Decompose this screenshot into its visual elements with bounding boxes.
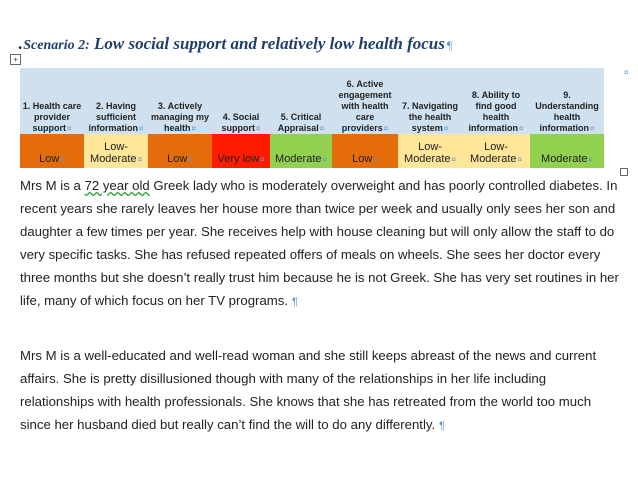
- cell-marker-icon: ¤: [590, 124, 595, 133]
- header-cell: [530, 68, 604, 134]
- rating-value: Low: [39, 153, 60, 165]
- paragraph-text: Mrs M is a: [20, 178, 85, 193]
- cell-marker-icon: ¤: [519, 124, 524, 133]
- cell-marker-icon: ¤: [260, 155, 265, 164]
- cell-marker-icon: ¤: [443, 124, 449, 133]
- title-bullet: .: [18, 34, 23, 53]
- cell-marker-icon: ¤: [322, 155, 327, 164]
- cell-marker-icon: ¤: [383, 124, 389, 133]
- cell-marker-icon: ¤: [191, 124, 196, 133]
- header-label: 6. Active engagement with health care providers: [338, 79, 392, 133]
- scenario-paragraph-1: [20, 174, 620, 314]
- cell-marker-icon: ¤: [373, 155, 378, 164]
- table-resize-handle-icon[interactable]: [620, 168, 628, 176]
- scenario-title: [18, 34, 452, 54]
- header-cell: [462, 68, 530, 134]
- rating-cell: [20, 134, 84, 168]
- rating-cell: [148, 134, 212, 168]
- header-label: 7. Navigating the health system: [401, 101, 458, 133]
- header-cell: [20, 68, 84, 134]
- scenario-paragraph-2: [20, 344, 620, 438]
- rating-cell: [462, 134, 530, 168]
- rating-cell: [398, 134, 462, 168]
- row-end-marker-icon: ¤: [624, 68, 629, 77]
- header-label: 1. Health care provider support: [22, 101, 82, 133]
- rating-cell: [332, 134, 398, 168]
- header-label: 4. Social support: [221, 112, 260, 133]
- pilcrow-icon: ¶: [439, 420, 446, 432]
- rating-value: Very low: [217, 153, 260, 165]
- header-cell: [212, 68, 270, 134]
- header-label: 8. Ability to find good health information: [468, 90, 521, 133]
- table-move-handle-icon[interactable]: +: [10, 54, 21, 65]
- cell-marker-icon: ¤: [188, 155, 193, 164]
- rating-cell: [270, 134, 332, 168]
- rating-cell: [212, 134, 270, 168]
- header-cell: [398, 68, 462, 134]
- paragraph-text: Mrs M is a well-educated and well-read woman and she still keeps abreast of the news and current affairs. She is pretty disillusioned though with many of the relationships in her life including relationships with health professionals. She knows that she has retreated from the world too much since her husband died but really can’t find the will to do any differently.: [20, 348, 597, 432]
- rating-value: Low-Moderate: [404, 141, 451, 165]
- cell-marker-icon: ¤: [588, 155, 593, 164]
- rating-row: [20, 134, 604, 168]
- rating-cell: [530, 134, 604, 168]
- paragraph-text: Greek lady who is moderately overweight and has poorly controlled diabetes. In recent years she rarely leaves her house more than twice per week and usually only sees her son and daughter a few times per year. She receives help with house cleaning but will only allow the staff to do very specific tasks. She has refused repeated offers of meals on wheels. She sees her doctor every three months but she doesn’t really trust him because he is not Greek. She has very set routines in her life, many of which focus on her TV programs.: [20, 178, 619, 308]
- health-literacy-table: [20, 68, 604, 168]
- table-header-row: [20, 68, 604, 134]
- cell-marker-icon: ¤: [139, 124, 144, 133]
- rating-value: Moderate: [541, 153, 588, 165]
- header-label: 3. Actively managing my health: [150, 101, 209, 133]
- cell-marker-icon: ¤: [67, 124, 72, 133]
- header-cell: [84, 68, 148, 134]
- rating-value: Low: [167, 153, 188, 165]
- header-label: 5. Critical Appraisal: [277, 112, 322, 133]
- rating-cell: [84, 134, 148, 168]
- header-cell: [270, 68, 332, 134]
- cell-marker-icon: ¤: [319, 124, 325, 133]
- cell-marker-icon: ¤: [137, 155, 142, 164]
- rating-value: Low-Moderate: [90, 141, 137, 165]
- header-label: 9. Understanding health information: [535, 90, 599, 133]
- cell-marker-icon: ¤: [256, 124, 261, 133]
- cell-marker-icon: ¤: [517, 155, 522, 164]
- cell-marker-icon: ¤: [451, 155, 456, 164]
- header-cell: [148, 68, 212, 134]
- rating-value: Moderate: [275, 153, 322, 165]
- header-label: 2. Having sufficient information: [88, 101, 139, 133]
- rating-value: Low-Moderate: [470, 141, 517, 165]
- rating-value: Low: [352, 153, 373, 165]
- title-prefix: Scenario 2:: [23, 38, 90, 53]
- pilcrow-icon: ¶: [292, 296, 298, 308]
- header-cell: [332, 68, 398, 134]
- spelling-flagged-text: 72 year old: [84, 178, 150, 193]
- title-text: Low social support and relatively low health focus: [94, 34, 445, 53]
- pilcrow-icon: ¶: [446, 38, 453, 52]
- cell-marker-icon: ¤: [60, 155, 65, 164]
